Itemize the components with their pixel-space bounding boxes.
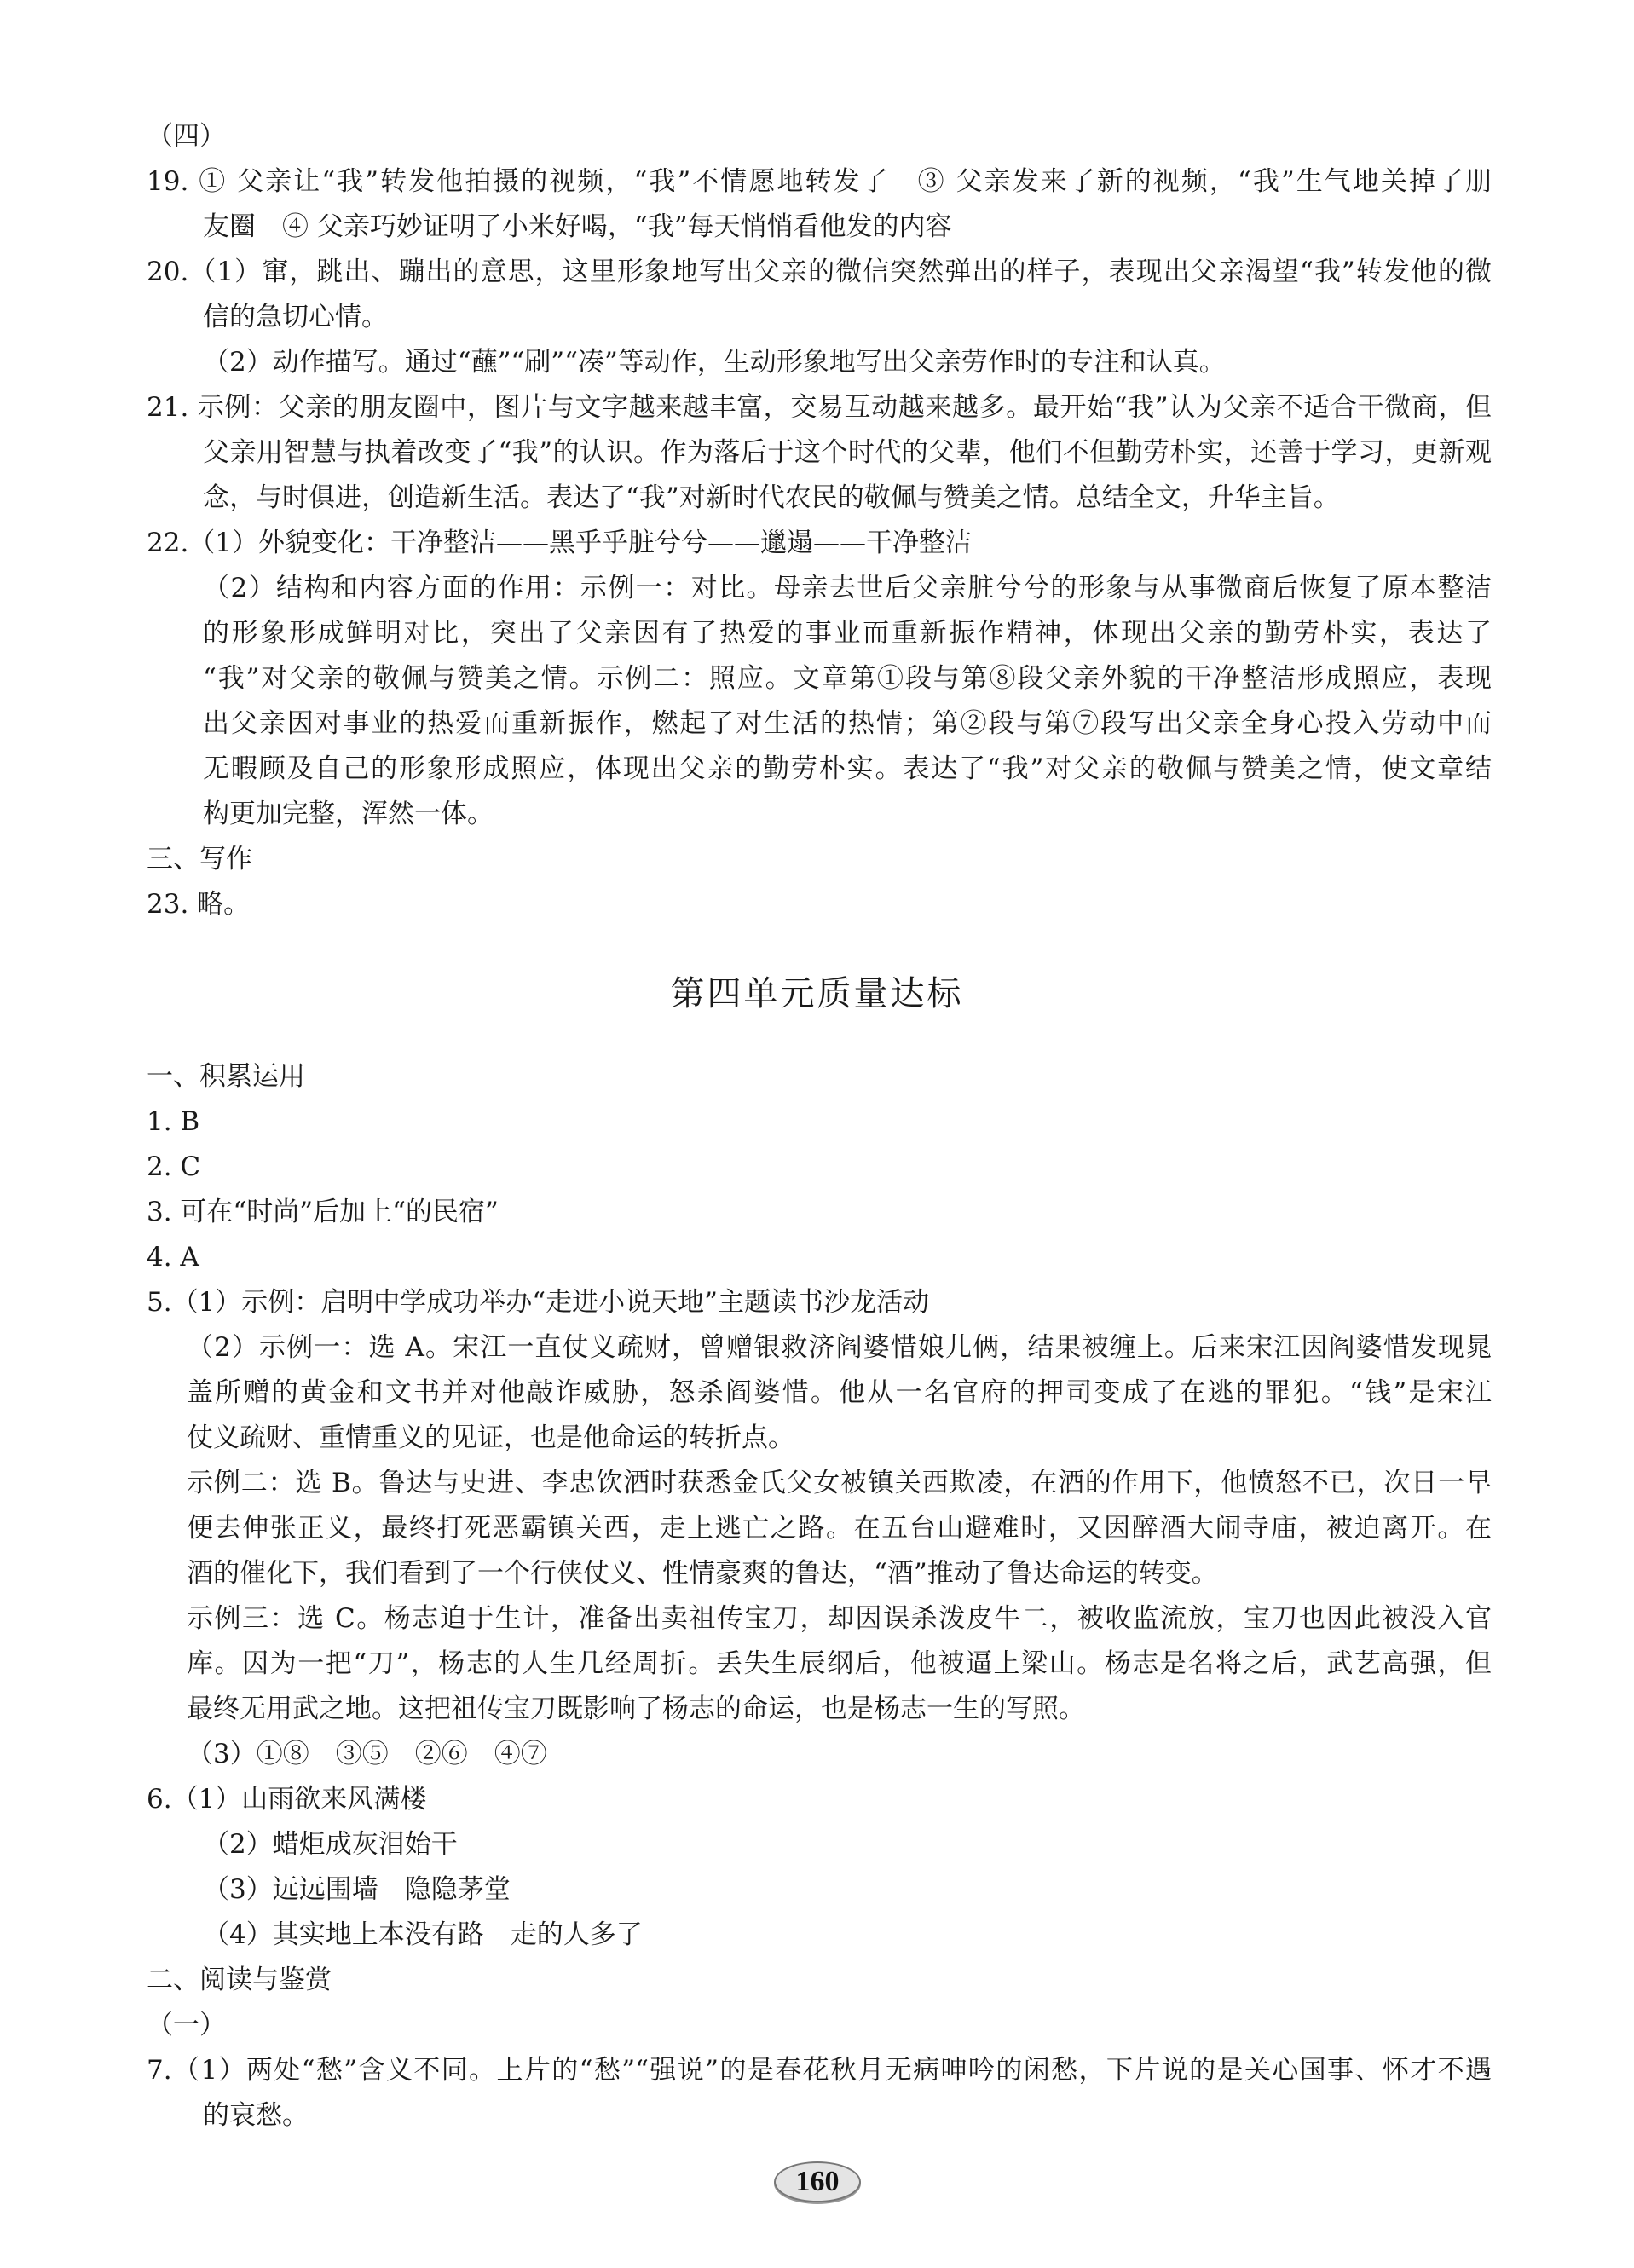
text-line: （2）蜡炬成灰泪始干 — [203, 1829, 458, 1860]
text-line: 7.（1）两处“愁”含义不同。上片的“愁”“强说”的是春花秋月无病呻吟的闲愁，下片说的是关心国事、怀才不遇 — [147, 2055, 1492, 2086]
unit-title: 第四单元质量达标 — [670, 974, 964, 1013]
text-line: 19. ① 父亲让“我”转发他拍摄的视频，“我”不情愿地转发了 ③ 父亲发来了新的视频，“我”生气地关掉了朋 — [147, 166, 1492, 197]
text-line: 22.（1）外貌变化：干净整洁——黑乎乎脏兮兮——邋遢——干净整洁 — [147, 528, 973, 558]
text-line: 库。因为一把“刀”，杨志的人生几经周折。丢失生辰纲后，他被逼上梁山。杨志是名将之后，武艺高强，但 — [187, 1648, 1492, 1679]
text-line: 5.（1）示例：启明中学成功举办“走进小说天地”主题读书沙龙活动 — [147, 1287, 929, 1318]
text-line: （3）①⑧ ③⑤ ②⑥ ④⑦ — [187, 1739, 547, 1769]
page-number: 160 — [774, 2161, 861, 2202]
text-line: （3）远远围墙 隐隐茅堂 — [203, 1874, 511, 1905]
text-line: 23. 略。 — [147, 889, 251, 920]
text-line: 无暇顾及自己的形象形成照应，体现出父亲的勤劳朴实。表达了“我”对父亲的敬佩与赞美之情，使文章结 — [203, 753, 1492, 784]
text-line: 酒的催化下，我们看到了一个行侠仗义、性情豪爽的鲁达，“酒”推动了鲁达命运的转变。 — [187, 1558, 1218, 1589]
text-line: 构更加完整，浑然一体。 — [203, 799, 494, 829]
text-line: 3. 可在“时尚”后加上“的民宿” — [147, 1197, 499, 1227]
text-line: 6.（1）山雨欲来风满楼 — [147, 1784, 427, 1815]
text-line: 1. B — [147, 1106, 200, 1137]
text-line: （四） — [147, 121, 226, 152]
text-line: （2）动作描写。通过“蘸”“刷”“凑”等动作，生动形象地写出父亲劳作时的专注和认真。 — [203, 347, 1226, 378]
text-line: 示例二：选 B。鲁达与史进、李忠饮酒时获悉金氏父女被镇关西欺凌，在酒的作用下，他愤怒不已，次日一早 — [187, 1468, 1492, 1498]
text-line: “我”对父亲的敬佩与赞美之情。示例二：照应。文章第①段与第⑧段父亲外貌的干净整洁形成照应，表现 — [203, 663, 1492, 694]
text-line: 出父亲因对事业的热爱而重新振作，燃起了对生活的热情；第②段与第⑦段写出父亲全身心投入劳动中而 — [203, 708, 1492, 739]
text-line: 2. C — [147, 1151, 201, 1182]
text-line: 20.（1）窜，跳出、蹦出的意思，这里形象地写出父亲的微信突然弹出的样子，表现出父亲渴望“我”转发他的微 — [147, 257, 1492, 287]
text-line: （2）示例一：选 A。宋江一直仗义疏财，曾赠银救济阎婆惜娘儿俩，结果被缠上。后来宋江因阎婆惜发现晁 — [187, 1332, 1492, 1363]
text-line: （一） — [147, 2010, 226, 2040]
text-line: （4）其实地上本没有路 走的人多了 — [203, 1919, 643, 1950]
text-line: 念，与时俱进，创造新生活。表达了“我”对新时代农民的敬佩与赞美之情。总结全文，升华主旨。 — [203, 482, 1340, 513]
text-line: 父亲用智慧与执着改变了“我”的认识。作为落后于这个时代的父辈，他们不但勤劳朴实，还善于学习，更新观 — [203, 437, 1492, 468]
text-line: 21. 示例：父亲的朋友圈中，图片与文字越来越丰富，交易互动越来越多。最开始“我”认为父亲不适合干微商，但 — [147, 392, 1492, 423]
text-line: 最终无用武之地。这把祖传宝刀既影响了杨志的命运，也是杨志一生的写照。 — [187, 1694, 1085, 1724]
text-line: 三、写作 — [147, 844, 252, 874]
text-line: 一、积累运用 — [147, 1061, 305, 1092]
text-line: 便去伸张正义，最终打死恶霸镇关西，走上逃亡之路。在五台山避难时，又因醉酒大闹寺庙，被迫离开。在 — [187, 1513, 1492, 1544]
text-line: 仗义疏财、重情重义的见证，也是他命运的转折点。 — [187, 1423, 794, 1453]
text-line: 4. A — [147, 1242, 199, 1273]
text-line: （2）结构和内容方面的作用：示例一：对比。母亲去世后父亲脏兮兮的形象与从事微商后恢复了原本整洁 — [203, 573, 1492, 603]
text-line: 盖所赠的黄金和文书并对他敲诈威胁，怒杀阎婆惜。他从一名官府的押司变成了在逃的罪犯。“钱”是宋江 — [187, 1377, 1492, 1408]
text-line: 友圈 ④ 父亲巧妙证明了小米好喝，“我”每天悄悄看他发的内容 — [203, 211, 952, 242]
text-line: 示例三：选 C。杨志迫于生计，准备出卖祖传宝刀，却因误杀泼皮牛二，被收监流放，宝刀也因此被没入官 — [187, 1603, 1492, 1634]
text-line: 信的急切心情。 — [203, 302, 388, 332]
text-line: 二、阅读与鉴赏 — [147, 1965, 332, 1995]
text-line: 的哀愁。 — [203, 2100, 309, 2131]
text-line: 的形象形成鲜明对比，突出了父亲因有了热爱的事业而重新振作精神，体现出父亲的勤劳朴实，表达了 — [203, 618, 1492, 649]
